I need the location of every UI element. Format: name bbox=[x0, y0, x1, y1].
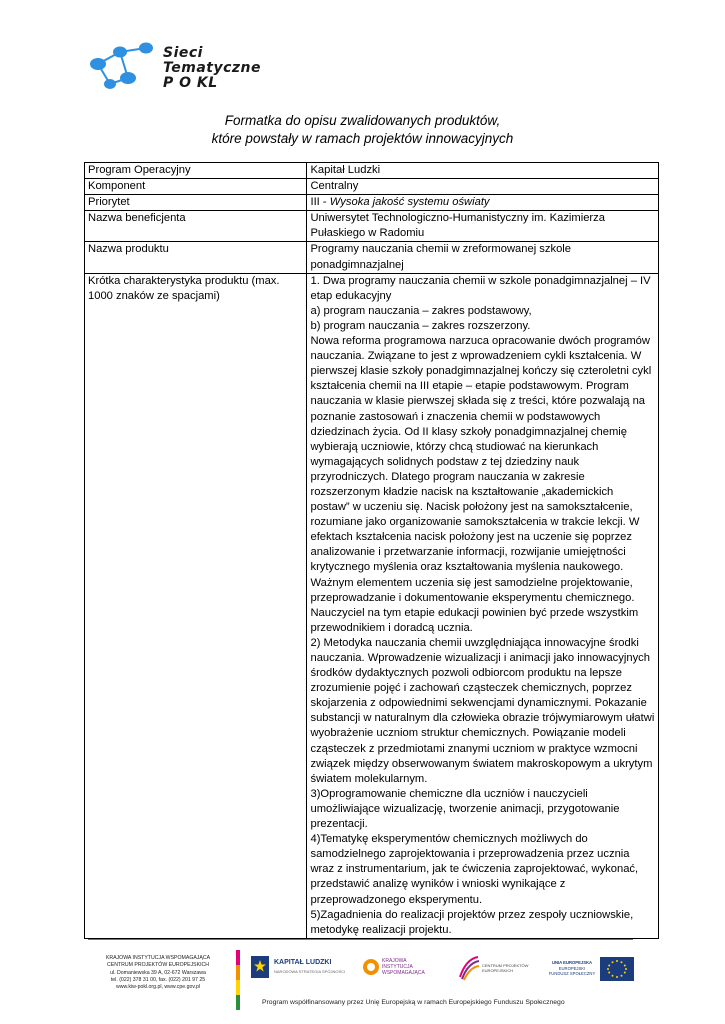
footer-line: KRAJOWA INSTYTUCJA WSPOMAGAJĄCA bbox=[105, 955, 211, 961]
desc-paragraph: 1. Dwa programy nauczania chemii w szkole ponadgimnazjalnej – IV etap edukacyjny bbox=[310, 274, 651, 302]
desc-paragraph: Nowa reforma programowa narzuca opracowanie dwóch programów nauczania. Związane to jest z wprowadzeniem cykli kształcenia. W pierwszej klasie szkoły ponadgimnazjalnej kończy się czteroletni cykl kształcenia chemii na III etapie – etapie podstawowym. Program nauczania w klasie pierwszej składa się z treści, które pozwalają na poznanie zastosowań i znaczenia chemii w podstawowych dziedzinach życia. Od II klasy szkoły ponadgimnazjalnej chemię wybierają uczniowie, którzy chcą studiować na kierunkach wymagających solidnych podstaw z tej dziedziny nauk przyrodniczych. Dlatego program nauczania w zakresie rozszerzonym kładzie nacisk na kształtowanie „akademickich postaw” w uczeniu się. Nacisk położony jest na samokształcenie, rozumiane jako organizowanie samokształcenia w trakcie lekcji. W efektach kształcenia nacisk położony jest na uczenie się poprzez analizowanie i przetwarzanie informacji, rozwijanie umiejętności krytycznego myślenia oraz kształtowania myślenia naukowego. Ważnym elementem uczenia się jest samodzielne projektowanie, przeprowadzanie i dokumentowanie eksperymentu chemicznego. Nauczyciel na tym etapie edukacji powinien być przede wszystkim przewodnikiem i doradcą ucznia. bbox=[310, 335, 652, 634]
kiw-line: WSPOMAGAJĄCA bbox=[382, 970, 425, 976]
row-label: Nazwa produktu bbox=[85, 242, 307, 273]
eu-line: EUROPEJSKI bbox=[558, 965, 586, 971]
title-line-2: które powstały w ramach projektów innowacyjnych bbox=[211, 131, 514, 146]
footer-line: www.kiw-pokl.org.pl, www.cpe.gov.pl bbox=[115, 984, 201, 991]
eu-text bbox=[548, 960, 596, 977]
cpe-line: EUROPEJSKICH bbox=[482, 968, 514, 973]
priority-name: Wysoka jakość systemu oświaty bbox=[329, 196, 490, 209]
eu-line: FUNDUSZ SPOŁECZNY bbox=[548, 971, 596, 976]
cpe-text bbox=[482, 963, 528, 973]
table-row bbox=[85, 242, 659, 273]
cofinancing-note: Program współfinansowany przez Unię Europejską w ramach Europejskiego Funduszu Społecznego bbox=[262, 999, 565, 1006]
table-row bbox=[85, 179, 659, 195]
footer-line: tel. (022) 378 31 00, fax. (022) 201 97 25 bbox=[110, 976, 206, 983]
kiw-line: KRAJOWA bbox=[382, 958, 407, 964]
color-bar-decoration bbox=[236, 950, 240, 1010]
sieci-tematyczne-logo bbox=[88, 40, 288, 100]
eu-flag-icon bbox=[600, 957, 634, 981]
cpe-icon bbox=[458, 955, 480, 981]
desc-label-line-1: Krótka charakterystyka produktu (max. bbox=[88, 274, 280, 287]
kiw-icon bbox=[362, 956, 380, 978]
footer-line: ul. Domaniewska 39 A, 02-672 Warszawa bbox=[110, 969, 206, 976]
cpe-logo bbox=[458, 955, 538, 985]
footer-contact bbox=[84, 955, 232, 991]
table-row bbox=[85, 163, 659, 179]
desc-paragraph: 2) Metodyka nauczania chemii uwzględniająca innowacyjne środki nauczania. Wprowadzenie wizualizacji i animacji jako innowacyjnych środków dydaktycznych pozwoli odbiorcom produktu na lepsze zrozumienie pojęć i zachowań cząsteczek chemicznych, poprzez skojarzenia z odpowiednimi sekwencjami dynamicznymi. Pokazanie substancji w naturalnym dla człowieka obrazie trójwymiarowym ułatwi wyobrażenie uczniom struktur chemicznych. Powiązanie modeli cząsteczek z przedmiotami znanymi uczniom w praktyce wzmocni związek między obserwowanym światem makroskopowym a ukrytym światem molekularnym. bbox=[310, 636, 655, 785]
kapital-ludzki-logo bbox=[250, 954, 350, 984]
table-row bbox=[85, 195, 659, 211]
desc-paragraph: 3)Oprogramowanie chemiczne dla uczniów i nauczycieli umożliwiające wizualizację, tworzenie animacji, przygotowanie prezentacji. bbox=[310, 787, 620, 831]
row-value: Programy nauczania chemii w zreformowanej szkole ponadgimnazjalnej bbox=[307, 242, 659, 273]
logo-line-2: Tematyczne bbox=[163, 60, 262, 76]
row-label bbox=[85, 273, 307, 938]
logo-line-1: Sieci bbox=[163, 45, 203, 61]
desc-paragraph: a) program nauczania – zakres podstawowy, bbox=[310, 304, 532, 317]
logo-text bbox=[163, 46, 261, 91]
kiw-text bbox=[382, 958, 425, 976]
kl-subtitle: NARODOWA STRATEGIA SPÓJNOŚCI bbox=[274, 969, 346, 974]
desc-paragraph: 5)Zagadnienia do realizacji projektów przez zespoły uczniowskie, metodykę realizacji projektu. bbox=[310, 908, 634, 936]
row-value bbox=[307, 195, 659, 211]
eu-line: UNIA EUROPEJSKA bbox=[551, 960, 593, 965]
footer-divider bbox=[88, 939, 633, 940]
logo-line-3: P O KL bbox=[163, 75, 218, 91]
table-row bbox=[85, 273, 659, 938]
kiw-line: INSTYTUCJA bbox=[382, 964, 413, 970]
row-label: Program Operacyjny bbox=[85, 163, 307, 179]
product-description-table bbox=[84, 162, 659, 939]
eu-logo bbox=[548, 955, 638, 985]
kl-title: KAPITAŁ LUDZKI bbox=[274, 959, 332, 966]
table-row bbox=[85, 211, 659, 242]
desc-paragraph: b) program nauczania – zakres rozszerzony. bbox=[310, 319, 531, 332]
row-value: Kapitał Ludzki bbox=[307, 163, 659, 179]
row-value: Uniwersytet Technologiczno-Humanistyczny im. Kazimierza Pułaskiego w Radomiu bbox=[307, 211, 659, 242]
document-title bbox=[0, 112, 725, 148]
desc-label-line-2: 1000 znaków ze spacjami) bbox=[88, 289, 220, 302]
molecule-logo-icon bbox=[88, 40, 160, 92]
row-value: Centralny bbox=[307, 179, 659, 195]
row-label: Komponent bbox=[85, 179, 307, 195]
footer-line: CENTRUM PROJEKTÓW EUROPEJSKICH bbox=[106, 962, 210, 969]
kapital-ludzki-icon bbox=[250, 954, 270, 980]
kiw-logo bbox=[362, 956, 442, 986]
row-label: Priorytet bbox=[85, 195, 307, 211]
priority-number: III - bbox=[310, 196, 330, 209]
product-description bbox=[307, 273, 659, 938]
row-label: Nazwa beneficjenta bbox=[85, 211, 307, 242]
desc-paragraph: 4)Tematykę eksperymentów chemicznych możliwych do samodzielnego zaprojektowania i przeprowadzenia przez ucznia wraz z instrumentarium, jak te ćwiczenia zaprojektować, wykonać, przedstawić analizę wyników i wnioski wynikające z przeprowadzonego eksperymentu. bbox=[310, 833, 639, 906]
cpe-line: CENTRUM PROJEKTÓW bbox=[482, 963, 529, 968]
title-line-1: Formatka do opisu zwalidowanych produktów, bbox=[224, 113, 501, 128]
